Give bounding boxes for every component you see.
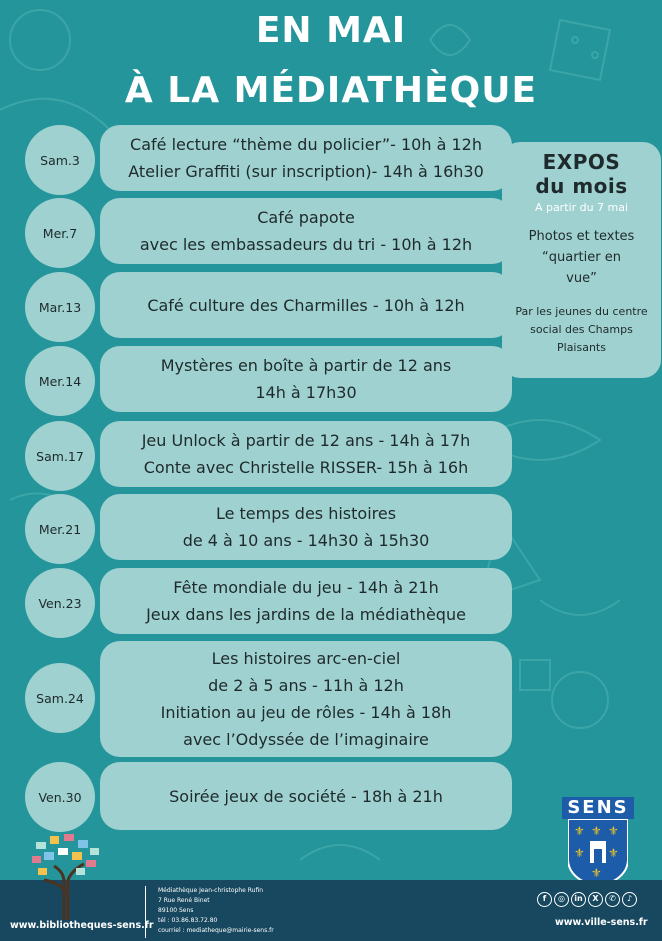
expos-title <box>502 226 661 289</box>
event-box <box>100 762 512 830</box>
event-line: Café culture des Charmilles - 10h à 12h <box>147 295 465 315</box>
event-line: Initiation au jeu de rôles - 14h à 18h <box>160 703 452 722</box>
x-icon[interactable]: X <box>588 892 603 907</box>
event-line: Café papote <box>257 208 355 227</box>
event-line: de 2 à 5 ans - 11h à 12h <box>208 676 404 695</box>
event-line: Jeux dans les jardins de la médiathèque <box>146 605 466 624</box>
linkedin-icon[interactable]: in <box>571 892 586 907</box>
tiktok-icon[interactable]: ♪ <box>622 892 637 907</box>
facebook-icon[interactable]: f <box>537 892 552 907</box>
event-line: Les histoires arc-en-ciel <box>211 649 401 668</box>
svg-text:⚜: ⚜ <box>608 846 619 860</box>
coat-of-arms-icon <box>568 819 628 887</box>
expos-credits <box>502 303 661 357</box>
event-box <box>100 125 512 191</box>
page-title-line1: EN MAI <box>255 10 407 51</box>
expos-title-line: Photos et textes <box>528 229 635 244</box>
address-line: tél : 03.86.83.72.80 <box>158 917 218 924</box>
city-website-link[interactable]: www.ville-sens.fr <box>555 917 648 928</box>
event-box <box>100 421 512 487</box>
book-tree-icon <box>28 832 106 920</box>
event-line: Le temps des histoires <box>215 504 397 523</box>
event-line: avec l’Odyssée de l’imaginaire <box>183 730 429 749</box>
expos-heading: EXPOS <box>542 150 621 174</box>
event-day: Mer.14 <box>25 346 95 416</box>
expos-credit-line: social des Champs <box>530 323 633 336</box>
event-day: Ven.23 <box>25 568 95 638</box>
event-line: de 4 à 10 ans - 14h30 à 15h30 <box>182 531 430 550</box>
expos-card <box>502 142 661 378</box>
event-box <box>100 641 512 757</box>
event-line: Conte avec Christelle RISSER- 15h à 16h <box>143 458 469 477</box>
event-line: Café lecture “thème du policier”- 10h à 12h <box>130 135 482 154</box>
instagram-icon[interactable]: ◎ <box>554 892 569 907</box>
address-line: Médiathèque Jean-christophe Rufin <box>158 887 264 894</box>
event-line: Soirée jeux de société - 18h à 21h <box>169 786 443 806</box>
address-line: 89100 Sens <box>158 907 194 914</box>
svg-text:⚜: ⚜ <box>591 866 602 880</box>
expos-title-line: “quartier en <box>542 250 621 265</box>
svg-text:⚜: ⚜ <box>591 824 602 838</box>
library-website-link[interactable]: www.bibliotheques-sens.fr <box>10 920 154 931</box>
svg-text:⚜: ⚜ <box>574 824 585 838</box>
event-day: Mar.13 <box>25 272 95 342</box>
event-line: 14h à 17h30 <box>255 383 357 402</box>
address-line: 7 Rue René Binet <box>158 897 210 904</box>
event-line: Atelier Graffiti (sur inscription)- 14h à 16h30 <box>128 162 484 181</box>
expos-credit-line: Plaisants <box>557 341 606 354</box>
svg-text:⚜: ⚜ <box>574 846 585 860</box>
expos-credit-line: Par les jeunes du centre <box>515 305 648 318</box>
event-day: Sam.3 <box>25 125 95 195</box>
sens-logo-text: SENS <box>562 797 634 819</box>
social-links <box>537 892 637 907</box>
event-box <box>100 198 512 264</box>
event-day: Sam.17 <box>25 421 95 491</box>
event-box <box>100 494 512 560</box>
event-day: Mer.7 <box>25 198 95 268</box>
event-line: avec les embassadeurs du tri - 10h à 12h <box>139 235 473 254</box>
event-box <box>100 346 512 412</box>
event-line: Jeu Unlock à partir de 12 ans - 14h à 17h <box>141 431 471 450</box>
event-day: Sam.24 <box>25 663 95 733</box>
event-day: Mer.21 <box>25 494 95 564</box>
expos-date: A partir du 7 mai <box>534 201 629 214</box>
whatsapp-icon[interactable]: ✆ <box>605 892 620 907</box>
footer-address <box>158 886 274 936</box>
event-box <box>100 272 512 338</box>
address-line: courriel : mediatheque@mairie-sens.fr <box>158 927 274 934</box>
expos-title-line: vue” <box>566 271 597 286</box>
event-box <box>100 568 512 634</box>
page-title-line2: À LA MÉDIATHÈQUE <box>124 70 538 111</box>
expos-heading-sub: du mois <box>535 174 628 198</box>
event-line: Fête mondiale du jeu - 14h à 21h <box>173 578 439 597</box>
sens-logo <box>562 797 634 891</box>
svg-text:⚜: ⚜ <box>608 824 619 838</box>
event-day: Ven.30 <box>25 762 95 832</box>
event-line: Mystères en boîte à partir de 12 ans <box>160 356 452 375</box>
